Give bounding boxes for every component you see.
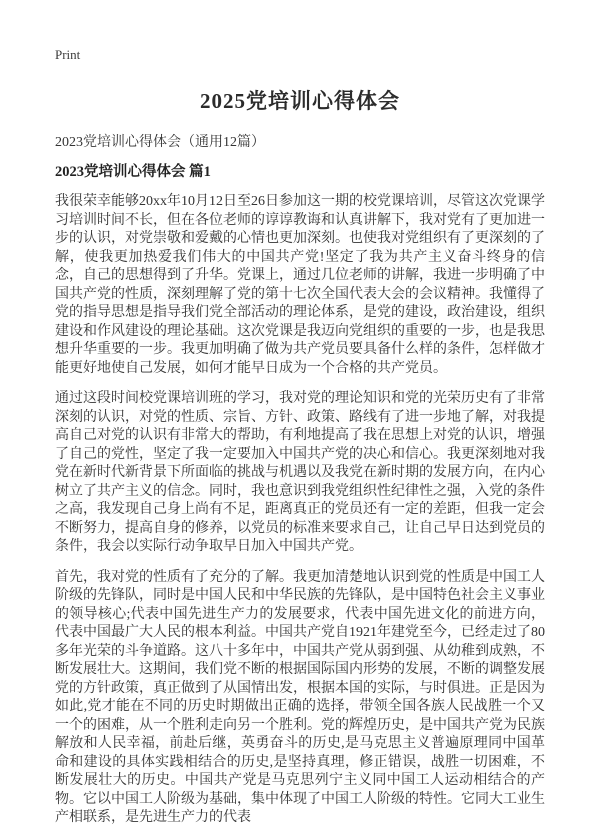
print-button[interactable]: Print bbox=[55, 47, 81, 62]
document-subtitle: 2023党培训心得体会（通用12篇） bbox=[55, 135, 265, 150]
paragraph: 我很荣幸能够20xx年10月12日至26日参加这一期的校党课培训，尽管这次党课学习培训时间不长，但在各位老师的谆谆教诲和认真讲解下，我对党有了更加进一步的认识，对党崇敬和爱戴的心情也更加深刻。也使我对党组织有了更深刻的了解，使我更加热爱我们伟大的中国共产党!坚定了我为共产主义奋斗终身的信念，自己的思想得到了升华。党课上，通过几位老师的讲解，我进一步明确了中国共产党的性质，深刻理解了党的第十七次全国代表大会的会议精神。我懂得了党的指导思想是指导我们党全部活动的理论体系，是党的建设，政治建设，组织建设和作风建设的理论基础。这次党课是我迈向党组织的重要的一步，也是我思想升华重要的一步。我更加明确了做为共产党员要具备什么样的条件，怎样做才能更好地使自己发展，如何才能早日成为一个合格的共产党员。 bbox=[55, 194, 545, 376]
paragraph: 通过这段时间校党课培训班的学习，我对党的理论知识和党的光荣历史有了非常深刻的认识，对党的性质、宗旨、方针、政策、路线有了进一步地了解，对我提高自己对党的认识有非常大的帮助，有利地提高了我在思想上对党的认识，增强了自己的党性，坚定了我一定要加入中国共产党的决心和信心。我更深刻地对我党在新时代新背景下所面临的挑战与机遇以及我党在新时期的发展方向，在内心树立了共产主义的信念。同时，我也意识到我党组织性纪律性之强，入党的条件之高，我发现自己身上尚有不足，距离真正的党员还有一定的差距，但我一定会不断努力，提高自身的修养，以党员的标准来要求自己，让自己早日达到党员的条件，我会以实际行动争取早日加入中国共产党。 bbox=[55, 391, 545, 554]
paragraph: 首先，我对党的性质有了充分的了解。我更加清楚地认识到党的性质是中国工人阶级的先锋队，同时是中国人民和中华民族的先锋队，是中国特色社会主义事业的领导核心;代表中国先进生产力的发展要求，代表中国先进文化的前进方向，代表中国最广大人民的根本利益。中国共产党自1921年建党至今，已经走过了80多年光荣的斗争道路。这八十多年中，中国共产党从弱到强、从幼稚到成熟，不断发展壮大。这期间，我们党不断的根据国际国内形势的发展，不断的调整发展党的方针政策，真正做到了从国情出发，根据本国的实际，与时俱进。正是因为如此,党才能在不同的历史时期做出正确的选择，带领全国各族人民战胜一个又一个的困难，从一个胜利走向另一个胜利。党的辉煌历史，是中国共产党为民族解放和人民幸福，前赴后继，英勇奋斗的历史,是马克思主义普遍原理同中国革命和建设的具体实践相结合的历史,是坚持真理，修正错误，战胜一切困难，不断发展壮大的历史。中国共产党是马克思列宁主义同中国工人运动相结合的产物。它以中国工人阶级为基础，集中体现了中国工人阶级的特性。它同大工业生产相联系，是先进生产力的代表 bbox=[55, 569, 545, 825]
section-heading: 2023党培训心得体会 篇1 bbox=[55, 164, 211, 180]
document-title: 2025党培训心得体会 bbox=[200, 89, 400, 113]
document-body bbox=[55, 193, 545, 828]
